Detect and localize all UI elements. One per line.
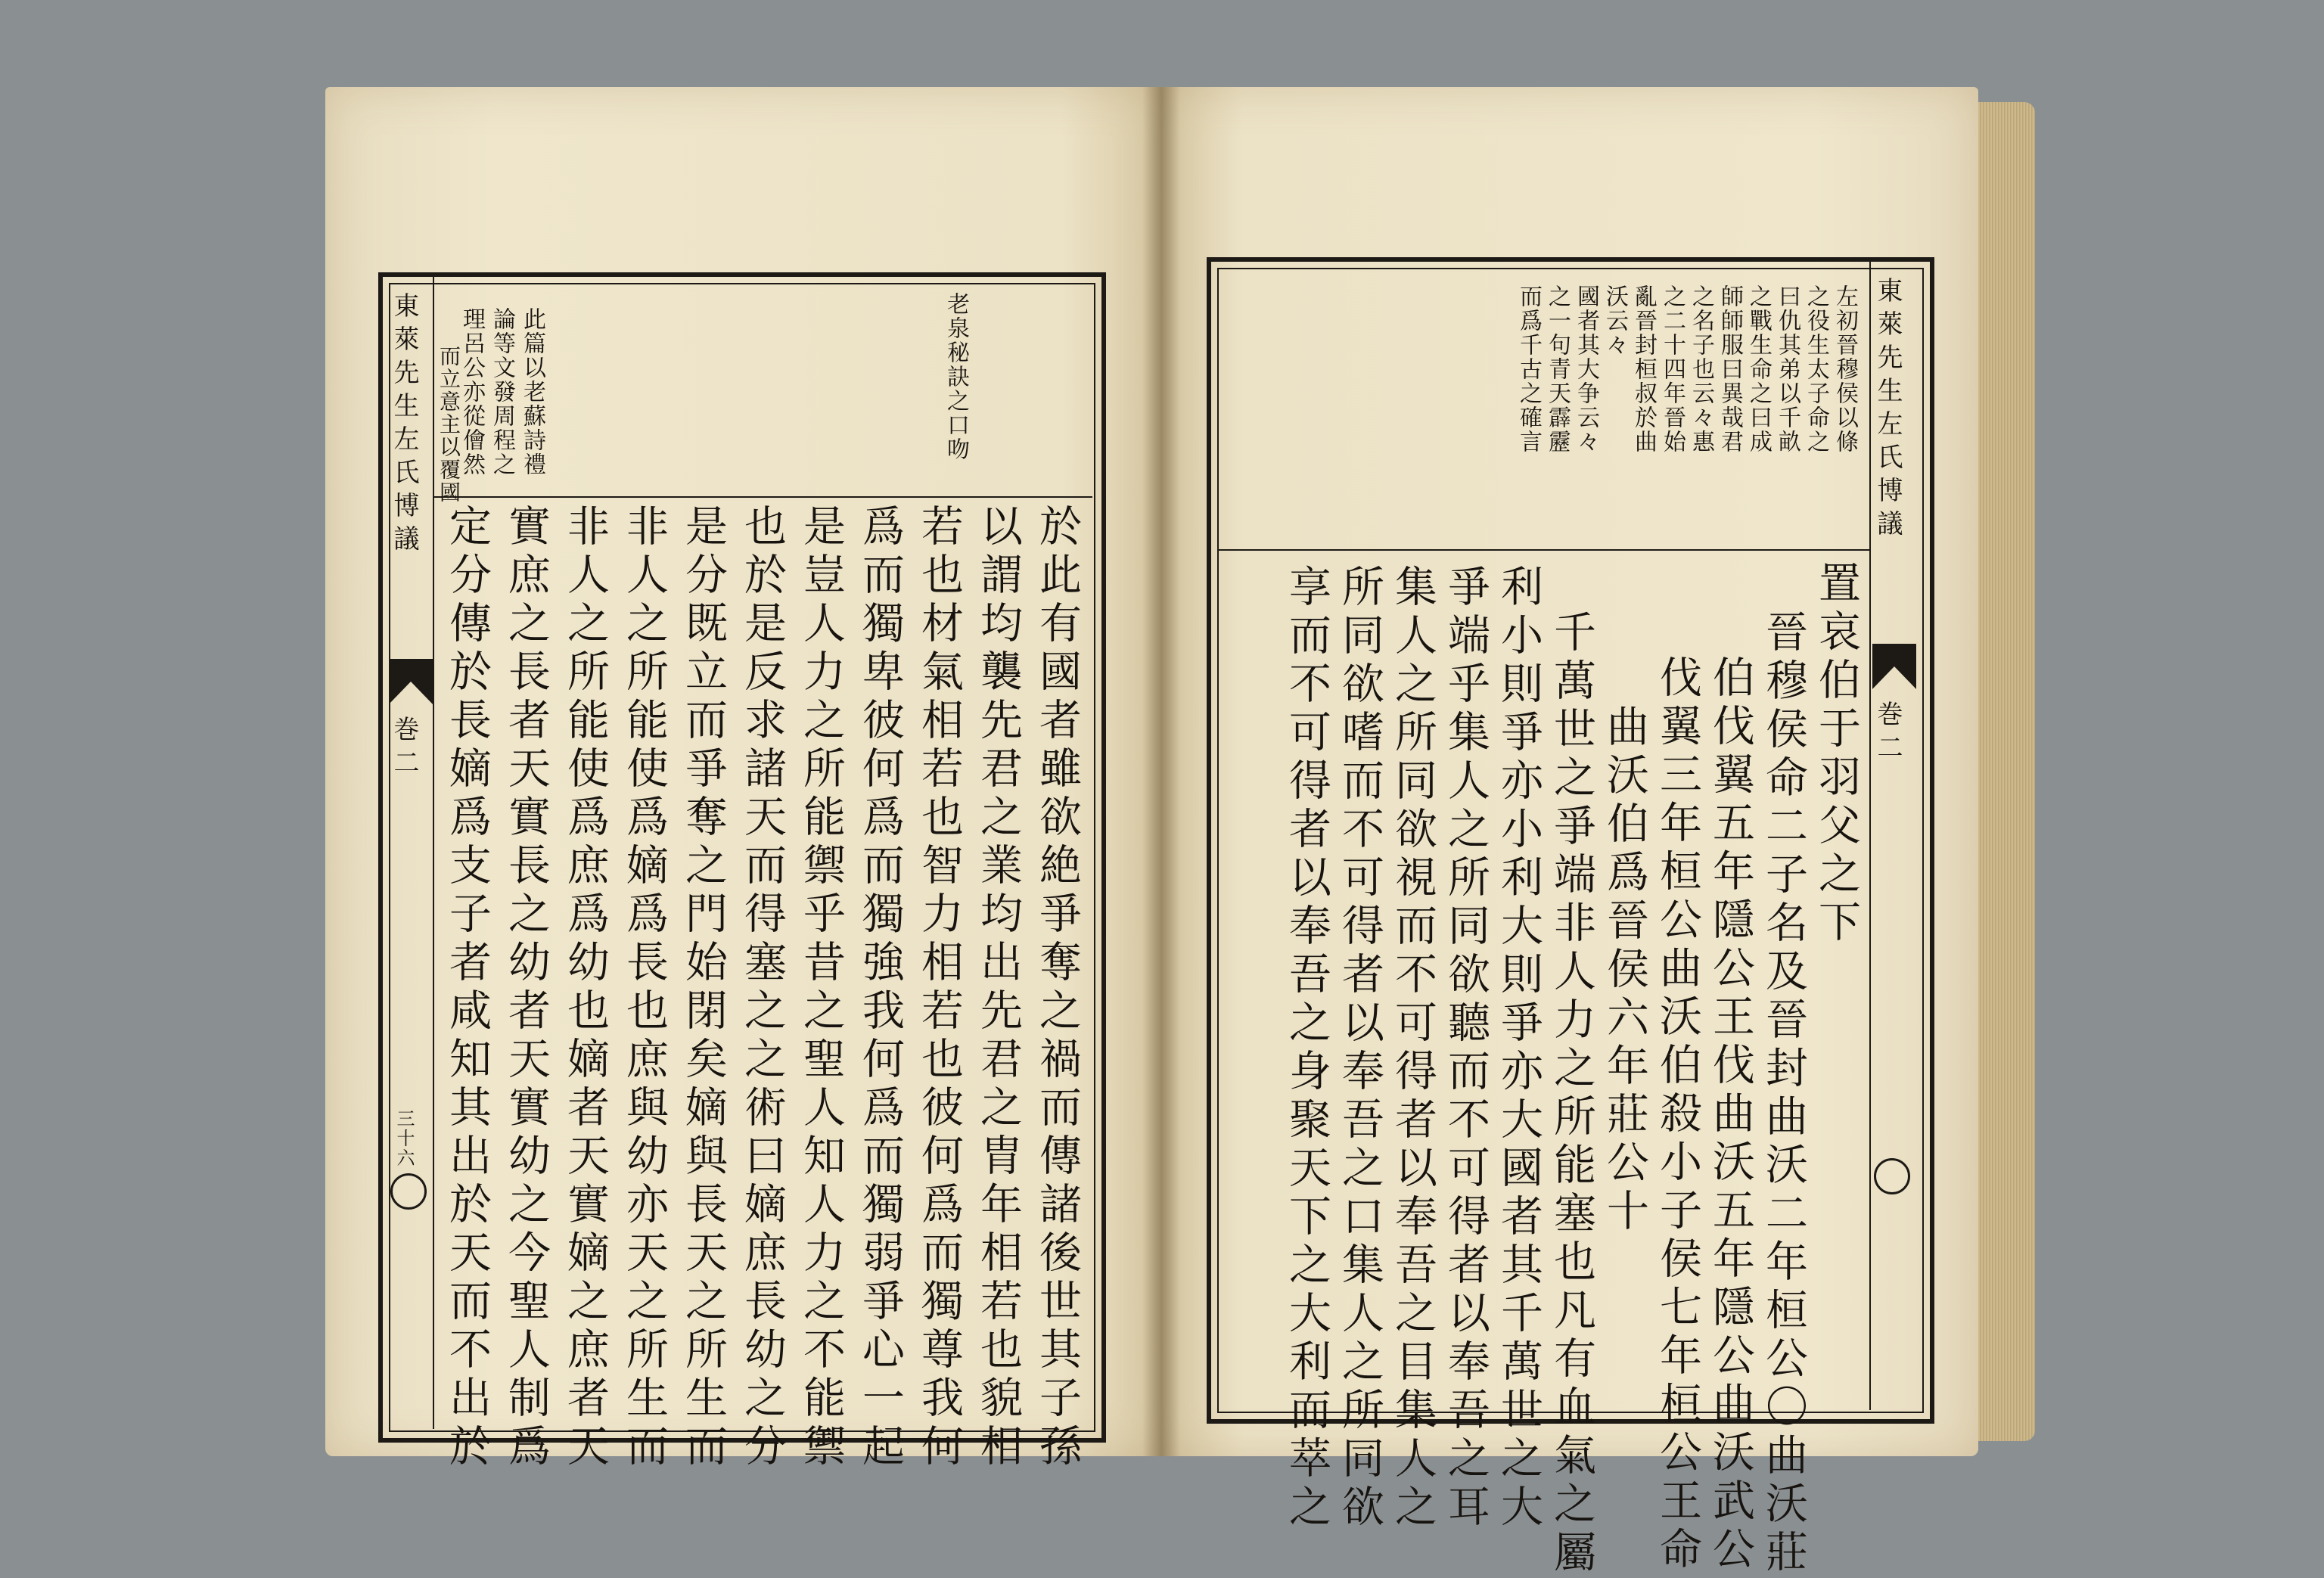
body-column: 是分既立而爭奪之門始閉矣嫡與長天之所生而 — [679, 504, 728, 1472]
left-header-note: 此篇以老蘇詩禮 — [519, 307, 545, 477]
right-text-frame — [1207, 257, 1934, 1578]
body-column: 非人之所能使爲嫡爲長也庶與幼亦天之所生而 — [620, 504, 669, 1472]
left-header-note: 論等文發周程之 — [489, 307, 515, 477]
right-running-title: 東萊先生左氏博議 — [1872, 277, 1903, 543]
right-volume: 巻二 — [1872, 700, 1903, 767]
body-column: 集人之所同欲視而不可得者以奉吾之目集人之 — [1388, 564, 1437, 1533]
fishtail-mark — [1872, 644, 1916, 689]
left-folio: 三十六 — [393, 1109, 415, 1168]
right-header-note: 之一句青天霹靂 — [1544, 284, 1571, 454]
left-header-note: 而立意主以覆國 — [437, 345, 461, 504]
right-header-note: 曰仇其弟以千畝 — [1774, 284, 1800, 454]
body-column: 是豈人力之所能禦乎昔之聖人知人力之不能禦 — [797, 504, 846, 1472]
body-column: 晉穆侯命二子名及晉封曲沃二年桓公〇曲沃莊 — [1759, 610, 1808, 1578]
right-header-note: 之役生太子命之 — [1803, 284, 1829, 454]
body-column: 伯伐翼五年隱公王伐曲沃五年隱公曲沃武公 — [1706, 655, 1755, 1575]
body-column: 實庶之長者天實長之幼者天實幼之今聖人制爲 — [502, 504, 551, 1472]
right-header-note: 之戰生命之曰成 — [1745, 284, 1772, 454]
left-band-rule — [433, 277, 434, 1429]
body-column: 定分傳於長嫡爲支子者咸知其出於天而不出於 — [443, 504, 492, 1472]
body-column: 所同欲嗜而不可得者以奉吾之口集人之所同欲 — [1335, 564, 1384, 1533]
right-header-note: 之名子也云々惠 — [1688, 284, 1714, 454]
book-gutter — [1142, 87, 1180, 1456]
body-column: 爭端乎集人之所同欲聽而不可得者以奉吾之耳 — [1441, 564, 1490, 1533]
body-column: 非人之所能使爲庶爲幼也嫡者天實嫡之庶者天 — [561, 504, 610, 1472]
left-header-title: 老泉秘訣之口吻 — [943, 292, 969, 461]
body-column: 爲而獨卑彼何爲而獨強我何爲而獨弱爭心一起 — [856, 504, 905, 1472]
right-header-note: 之二十四年晉始 — [1659, 284, 1686, 454]
right-header-note: 國者其大争云々 — [1573, 284, 1599, 454]
body-column: 享而不可得者以奉吾之身聚天下之大利而萃之 — [1282, 564, 1331, 1533]
body-column: 千萬世之爭端非人力之所能塞也凡有血氣之屬 — [1547, 610, 1596, 1578]
left-text-frame — [378, 272, 1106, 1472]
body-column: 以謂均襲先君之業均出先君之胄年相若也貌相 — [974, 504, 1023, 1472]
left-volume: 巻二 — [389, 716, 419, 782]
left-header-rule — [433, 496, 1092, 498]
body-column: 曲沃伯爲晉侯六年莊公十 — [1600, 704, 1649, 1237]
body-column: 若也材氣相若也智力相若也彼何爲而獨尊我何 — [915, 504, 964, 1472]
left-running-title: 東萊先生左氏博議 — [389, 292, 419, 558]
left-ring-mark — [390, 1173, 427, 1210]
body-column: 利小則爭亦小利大則爭亦大國者其千萬世之大 — [1494, 564, 1543, 1533]
right-header-note: 而爲千古之確言 — [1515, 284, 1542, 454]
right-header-note: 亂晉封桓叔於曲 — [1630, 284, 1657, 454]
right-header-note: 師師服曰異哉君 — [1717, 284, 1743, 454]
left-header-note: 理呂公亦從儈然 — [458, 307, 485, 477]
body-column: 於此有國者雖欲絶爭奪之禍而傳諸後世其子孫 — [1033, 504, 1082, 1472]
right-header-rule — [1217, 549, 1869, 551]
right-ring-mark — [1874, 1158, 1910, 1194]
body-column: 置哀伯于羽父之下 — [1812, 561, 1861, 948]
page-edges — [1978, 102, 2035, 1441]
right-header-note: 沃云々 — [1602, 284, 1628, 357]
open-book — [325, 87, 2035, 1578]
fishtail-mark — [389, 659, 433, 704]
right-band-rule — [1869, 262, 1871, 1410]
right-header-note: 左初晉穆侯以條 — [1832, 284, 1858, 454]
body-column: 也於是反求諸天而得塞之之術曰嫡庶長幼之分 — [738, 504, 787, 1472]
body-column: 伐翼三年桓公曲沃伯殺小子侯七年桓公王命 — [1653, 655, 1702, 1575]
